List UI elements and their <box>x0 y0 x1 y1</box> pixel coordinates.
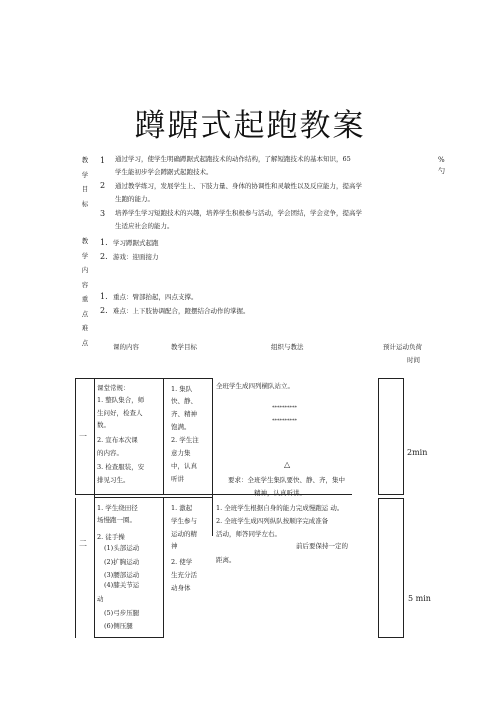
table-rule <box>378 498 379 638</box>
row1-goal-line: 1. 集队 <box>171 385 193 393</box>
row1-goal-line: 2. 学生注 <box>171 436 199 444</box>
row2-goal-line: 运动的精 <box>171 530 197 538</box>
row2-goal-line: 1. 激起 <box>171 504 193 512</box>
row2-content-line: 2. 徒手操 <box>97 533 125 541</box>
key-point: 难点：上下肢协调配合，蹬摆结合动作的掌握。 <box>113 307 250 315</box>
teacher-marker: △ <box>284 460 291 469</box>
content-item: 学习蹲踞式起跑 <box>113 239 159 247</box>
goal-line: 生适应社会的能力。 <box>115 222 174 230</box>
table-rule <box>378 498 404 499</box>
table-rule <box>163 497 164 638</box>
row2-organization-line: 距离。 <box>216 556 236 564</box>
goals-label: 教 学 目 标 <box>81 156 89 208</box>
row1-content-line: 排见习生。 <box>97 476 130 484</box>
row1-goal-line: 齐、精神 <box>171 410 197 418</box>
content-number: 1. <box>100 238 108 247</box>
table-rule <box>378 378 404 379</box>
header-organization: 组织与教法 <box>271 343 304 351</box>
row1-content-line: 数。 <box>97 421 110 429</box>
row2-goal-line: 生充分活 <box>171 571 197 579</box>
content-item: 游戏：迎面接力 <box>113 253 159 261</box>
row1-organization: 全班学生成四列横队站立。 <box>216 382 294 390</box>
row1-goal-line: 快、静、 <box>171 397 197 405</box>
row2-organization-line: 活动，师答同学左右。 <box>216 530 281 538</box>
table-rule <box>75 498 76 638</box>
goal-number: 2 <box>100 181 106 190</box>
table-rule <box>378 378 379 495</box>
row2-goal-line: 神 <box>171 542 178 550</box>
row2-content-line: (4)膝关节运 <box>104 581 140 589</box>
row2-goal-line: 2. 使学 <box>171 558 193 566</box>
part-one-marker: 一 <box>79 432 87 441</box>
row2-content-line: 动 <box>97 595 104 603</box>
table-rule <box>403 498 404 638</box>
row2-organization-line: 2. 全班学生成四列纵队按顺序完成准备 <box>216 517 329 525</box>
header-lesson-content: 课的内容 <box>113 343 139 351</box>
table-rule <box>403 378 404 495</box>
formation-row: ********** <box>272 418 297 424</box>
row1-requirement: 要求：全班学生集队要快、静、齐，集中 <box>228 476 345 484</box>
margin-note: % 勺 <box>438 156 445 175</box>
row2-content-line: (1)头部运动 <box>104 544 140 552</box>
row2-load: 5 min <box>408 594 431 603</box>
table-rule <box>94 494 352 495</box>
row2-content-line: 场慢跑一圈。 <box>97 516 136 524</box>
goal-line: 通过教学练习，发展学生上、下肢力量、身体的协调性和灵敏性以及反应能力，提高学 <box>115 182 362 190</box>
row1-content-line: 生问好，检查人 <box>97 409 143 417</box>
goal-line: 生跑的能力。 <box>115 195 154 203</box>
page-title: 蹲踞式起跑教案 <box>134 108 366 144</box>
row2-content-line: 1. 学生绕田径 <box>97 504 138 512</box>
row2-content-line: (3)腰部运动 <box>104 571 140 579</box>
header-teaching-goal: 教学目标 <box>171 343 197 351</box>
row2-content-line: (6)侧压腿 <box>104 622 133 630</box>
row2-content-line: (2)扩胸运动 <box>104 558 140 566</box>
row1-goal-line: 听讲 <box>171 475 184 483</box>
content-label: 教 学 内 容 <box>81 237 89 289</box>
table-rule <box>94 637 164 638</box>
row2-organization-line: 1. 全班学生根据自身的能力完成慢跑运 动。 <box>216 504 344 512</box>
row1-content-line: 3. 检查服装，安 <box>97 463 145 471</box>
row1-content-line: 课堂常规： <box>97 384 130 392</box>
table-rule <box>75 378 95 379</box>
key-points-label: 重 点 难 点 <box>81 295 89 347</box>
content-number: 2. <box>100 252 108 261</box>
part-two-marker: 二 <box>79 539 87 548</box>
row1-content-line: 1. 整队集合，师 <box>97 396 145 404</box>
table-rule <box>94 497 213 498</box>
row1-requirement: 精神，认真听讲。 <box>254 489 306 497</box>
table-rule <box>212 378 213 536</box>
table-rule <box>163 378 164 494</box>
row2-goal-line: 动身体 <box>171 584 191 592</box>
goal-line: 通过学习，使学生明确蹲踞式起跑技术的动作结构，了解短跑技术的基本知识，65 <box>115 155 351 163</box>
table-rule <box>94 378 213 379</box>
row1-load: 2min <box>407 448 428 457</box>
goal-line: 培养学生学习短跑技术的兴趣，培养学生积极参与活动，学会团结，学会竞争，提高学 <box>115 209 362 217</box>
header-time: 时间 <box>407 356 420 364</box>
row1-content-line: 的内容。 <box>97 449 123 457</box>
header-expected-load: 预计运动负荷 <box>383 343 422 351</box>
goal-number: 1 <box>100 156 106 165</box>
row1-goal-line: 饱满。 <box>171 423 191 431</box>
key-point: 重点：臂部抬起，四点支撑。 <box>113 293 198 301</box>
row1-goal-line: 意力集 <box>171 449 191 457</box>
row2-goal-line: 学生参与 <box>171 517 197 525</box>
table-rule <box>94 378 95 638</box>
goal-line: 学生能初步学会蹲踞式起跑技术。 <box>115 168 213 176</box>
row1-goal-line: 中，认真 <box>171 462 197 470</box>
formation-row: ********** <box>272 405 297 411</box>
table-rule <box>378 494 404 495</box>
table-rule <box>378 637 404 638</box>
row1-content-line: 2. 宣布本次课 <box>97 436 138 444</box>
table-rule <box>75 494 95 495</box>
row2-content-line: (5)弓步压腿 <box>104 609 140 617</box>
table-rule <box>75 378 76 495</box>
key-point-number: 1. <box>100 292 108 301</box>
goal-number: 3 <box>100 209 106 218</box>
key-point-number: 2. <box>100 306 108 315</box>
row2-organization-line: 前后要保持一定的 <box>296 542 348 550</box>
